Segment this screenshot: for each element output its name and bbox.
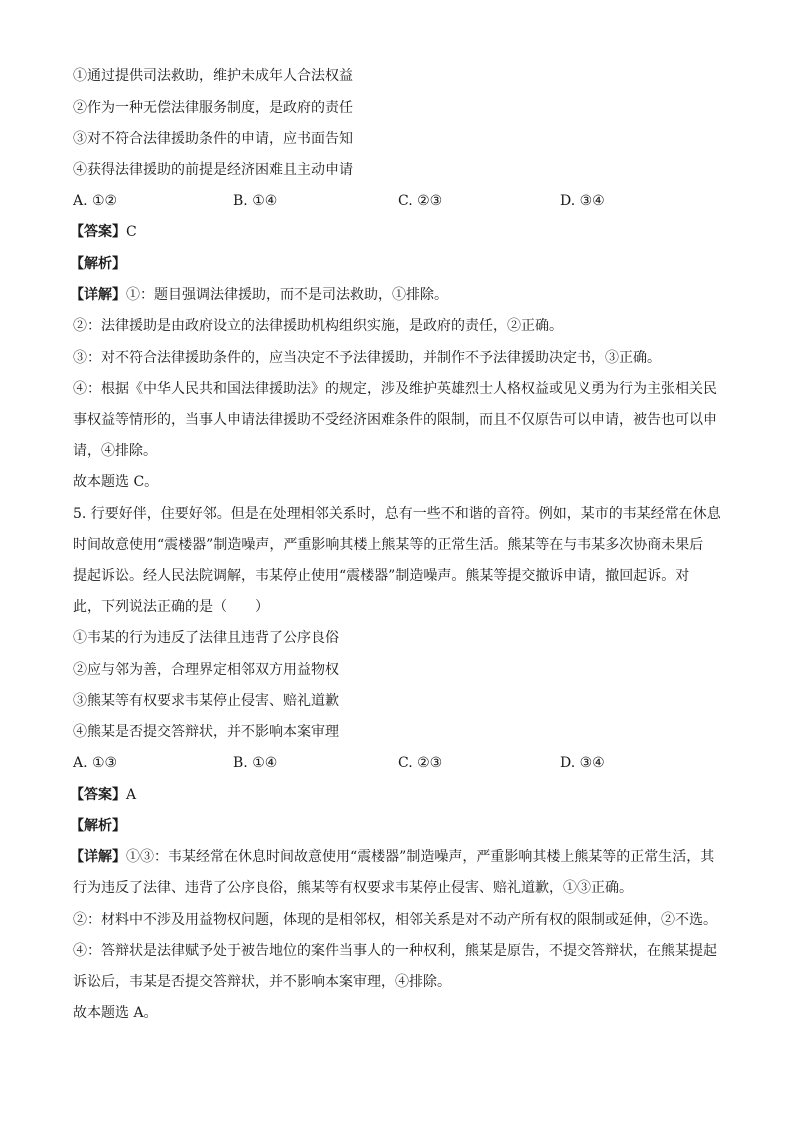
q5-answer bbox=[70, 785, 136, 805]
q4-statement-2: ②作为一种无偿法律服务制度，是政府的责任 bbox=[73, 100, 353, 116]
q5-stem-1: 5. 行要好伴，住要好邻。但是在处理相邻关系时，总有一些不和谐的音符。例如，某市的韦某经常在休息 bbox=[73, 506, 721, 522]
q4-detail-2: ②：法律援助是由政府设立的法律援助机构组织实施，是政府的责任，②正确。 bbox=[73, 318, 563, 334]
q5-answer-value: A bbox=[126, 787, 137, 803]
q4-options bbox=[73, 191, 723, 211]
q5-stem-4: 此，下列说法正确的是（ ） bbox=[73, 599, 269, 615]
q4-answer-tag: 【答案】 bbox=[70, 224, 126, 240]
q5-statement-2: ②应与邻为善，合理界定相邻双方用益物权 bbox=[73, 662, 339, 678]
q5-option-b: B. ①④ bbox=[233, 755, 278, 771]
q4-detail-tag: 【详解】 bbox=[70, 287, 126, 303]
q4-detail-5: 事权益等情形的，当事人申请法律援助不受经济困难条件的限制，而且不仅原告可以申请，被告也可以申 bbox=[73, 412, 717, 428]
q5-option-c: C. ②③ bbox=[398, 755, 443, 771]
q4-detail-1 bbox=[70, 285, 448, 305]
q4-statement-3: ③对不符合法律援助条件的申请，应书面告知 bbox=[73, 131, 353, 147]
q5-detail-1 bbox=[70, 847, 714, 867]
q5-option-a: A. ①③ bbox=[73, 755, 118, 771]
q5-analysis-tag: 【解析】 bbox=[70, 818, 126, 834]
q5-detail-3: ②：材料中不涉及用益物权问题，体现的是相邻权，相邻关系是对不动产所有权的限制或延伸，②不选。 bbox=[73, 912, 717, 928]
q4-conclusion: 故本题选 C。 bbox=[73, 474, 159, 490]
q5-detail-5: 诉讼后，韦某是否提交答辩状，并不影响本案审理，④排除。 bbox=[73, 974, 451, 990]
q4-option-d: D. ③④ bbox=[560, 193, 605, 209]
q5-detail-tag: 【详解】 bbox=[70, 849, 126, 865]
q4-detail-1-text: ①：题目强调法律援助，而不是司法救助，①排除。 bbox=[126, 287, 448, 303]
q4-detail-3: ③：对不符合法律援助条件的，应当决定不予法律援助，并制作不予法律援助决定书，③正确。 bbox=[73, 350, 661, 366]
q5-detail-1-text: ①③：韦某经常在休息时间故意使用“震楼器”制造噪声，严重影响其楼上熊某等的正常生活，其 bbox=[126, 849, 715, 865]
q5-option-d: D. ③④ bbox=[560, 755, 605, 771]
q5-statement-4: ④熊某是否提交答辩状，并不影响本案审理 bbox=[73, 724, 339, 740]
q5-statement-1: ①韦某的行为违反了法律且违背了公序良俗 bbox=[73, 630, 339, 646]
q4-detail-4: ④：根据《中华人民共和国法律援助法》的规定，涉及维护英雄烈士人格权益或见义勇为行为主张相关民 bbox=[73, 381, 717, 397]
q5-statement-3: ③熊某等有权要求韦某停止侵害、赔礼道歉 bbox=[73, 693, 339, 709]
q5-detail-4: ④：答辩状是法律赋予处于被告地位的案件当事人的一种权利，熊某是原告，不提交答辩状，在熊某提起 bbox=[73, 943, 717, 959]
q4-statement-4: ④获得法律援助的前提是经济困难且主动申请 bbox=[73, 162, 353, 178]
q5-detail-2: 行为违反了法律、违背了公序良俗，熊某等有权要求韦某停止侵害、赔礼道歉，①③正确。 bbox=[73, 880, 633, 896]
q5-stem-2: 时间故意使用“震楼器”制造噪声，严重影响其楼上熊某等的正常生活。熊某等在与韦某多次协商未果后 bbox=[73, 537, 704, 553]
q4-option-b: B. ①④ bbox=[233, 193, 278, 209]
q4-detail-6: 请，④排除。 bbox=[73, 443, 157, 459]
q4-answer bbox=[70, 222, 137, 242]
q4-option-a: A. ①② bbox=[73, 193, 118, 209]
q5-stem-3: 提起诉讼。经人民法院调解，韦某停止使用“震楼器”制造噪声。熊某等提交撤诉申请，撤回起诉。对 bbox=[73, 568, 690, 584]
q4-answer-value: C bbox=[126, 224, 137, 240]
q5-answer-tag: 【答案】 bbox=[70, 787, 126, 803]
q4-analysis-tag: 【解析】 bbox=[70, 256, 126, 272]
q4-option-c: C. ②③ bbox=[398, 193, 443, 209]
q5-conclusion: 故本题选 A。 bbox=[73, 1005, 158, 1021]
q4-statement-1: ①通过提供司法救助，维护未成年人合法权益 bbox=[73, 68, 353, 84]
q5-options bbox=[73, 753, 723, 773]
